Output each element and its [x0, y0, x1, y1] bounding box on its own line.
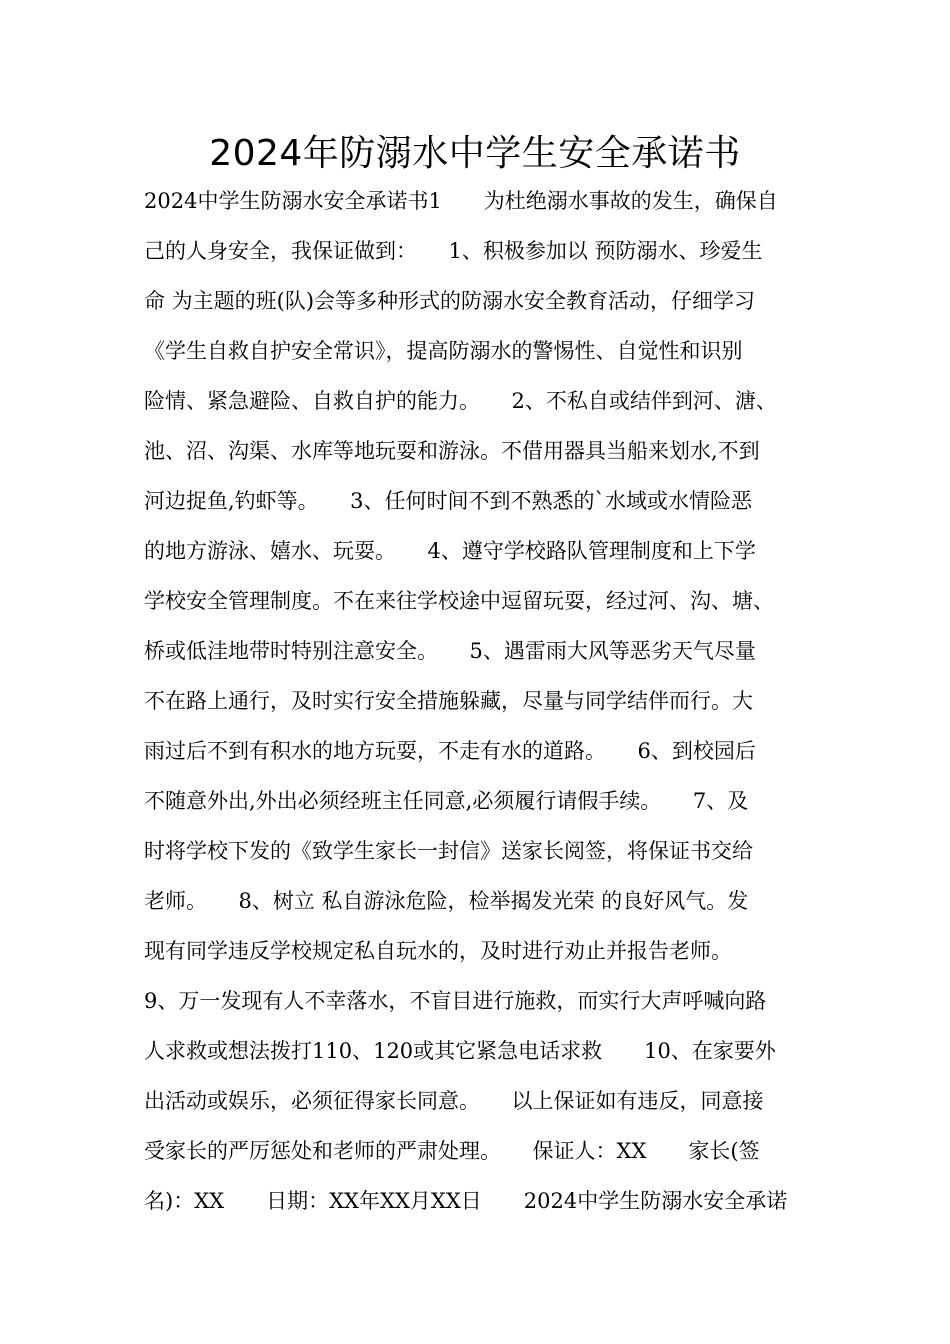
document-body [144, 180, 824, 1230]
body-line: 2024中学生防溺水安全承诺书1 为杜绝溺水事故的发生，确保自 [144, 189, 778, 213]
body-line: 9、万一发现有人不幸落水，不盲目进行施救，而实行大声呼喊向路 [144, 989, 767, 1013]
body-line: 出活动或娱乐，必须征得家长同意。 以上保证如有违反，同意接 [144, 1089, 764, 1113]
body-line: 《学生自救自护安全常识》，提高防溺水的警惕性、自觉性和识别 [144, 339, 743, 363]
body-line: 险情、紧急避险、自救自护的能力。 2、不私自或结伴到河、溏、 [144, 389, 777, 413]
body-line: 名)：XX 日期：XX年XX月XX日 2024中学生防溺水安全承诺 [144, 1189, 788, 1213]
body-line: 不随意外出,外出必须经班主任同意,必须履行请假手续。 7、及 [144, 789, 749, 813]
body-line: 老师。 8、树立 私自游泳危险，检举揭发光荣 的良好风气。发 [144, 889, 749, 913]
body-line: 桥或低洼地带时特别注意安全。 5、遇雷雨大风等恶劣天气尽量 [144, 639, 756, 663]
body-line: 不在路上通行，及时实行安全措施躲藏，尽量与同学结伴而行。大 [144, 689, 753, 713]
body-line: 时将学校下发的《致学生家长一封信》送家长阅签，将保证书交给 [144, 839, 753, 863]
body-line: 现有同学违反学校规定私自玩水的，及时进行劝止并报告老师。 [144, 939, 732, 963]
body-line: 河边捉鱼,钓虾等。 3、任何时间不到不熟悉的`水域或水情险恶 [144, 489, 753, 513]
body-line: 受家长的严厉惩处和老师的严肃处理。 保证人：XX 家长(签 [144, 1139, 760, 1163]
document-title: 2024年防溺水中学生安全承诺书 [209, 133, 741, 174]
body-line: 雨过后不到有积水的地方玩耍，不走有水的道路。 6、到校园后 [144, 739, 756, 763]
body-line: 命 为主题的班(队)会等多种形式的防溺水安全教育活动，仔细学习 [144, 289, 756, 313]
body-line: 池、沼、沟渠、水库等地玩耍和游泳。不借用器具当船来划水,不到 [144, 439, 760, 463]
body-line: 己的人身安全，我保证做到： 1、积极参加以 预防溺水、珍爱生 [144, 239, 763, 263]
body-line: 人求救或想法拨打110、120或其它紧急电话求救 10、在家要外 [144, 1039, 776, 1063]
body-line: 的地方游泳、嬉水、玩耍。 4、遵守学校路队管理制度和上下学 [144, 539, 756, 563]
body-line: 学校安全管理制度。不在来往学校途中逗留玩耍，经过河、沟、塘、 [144, 589, 774, 613]
